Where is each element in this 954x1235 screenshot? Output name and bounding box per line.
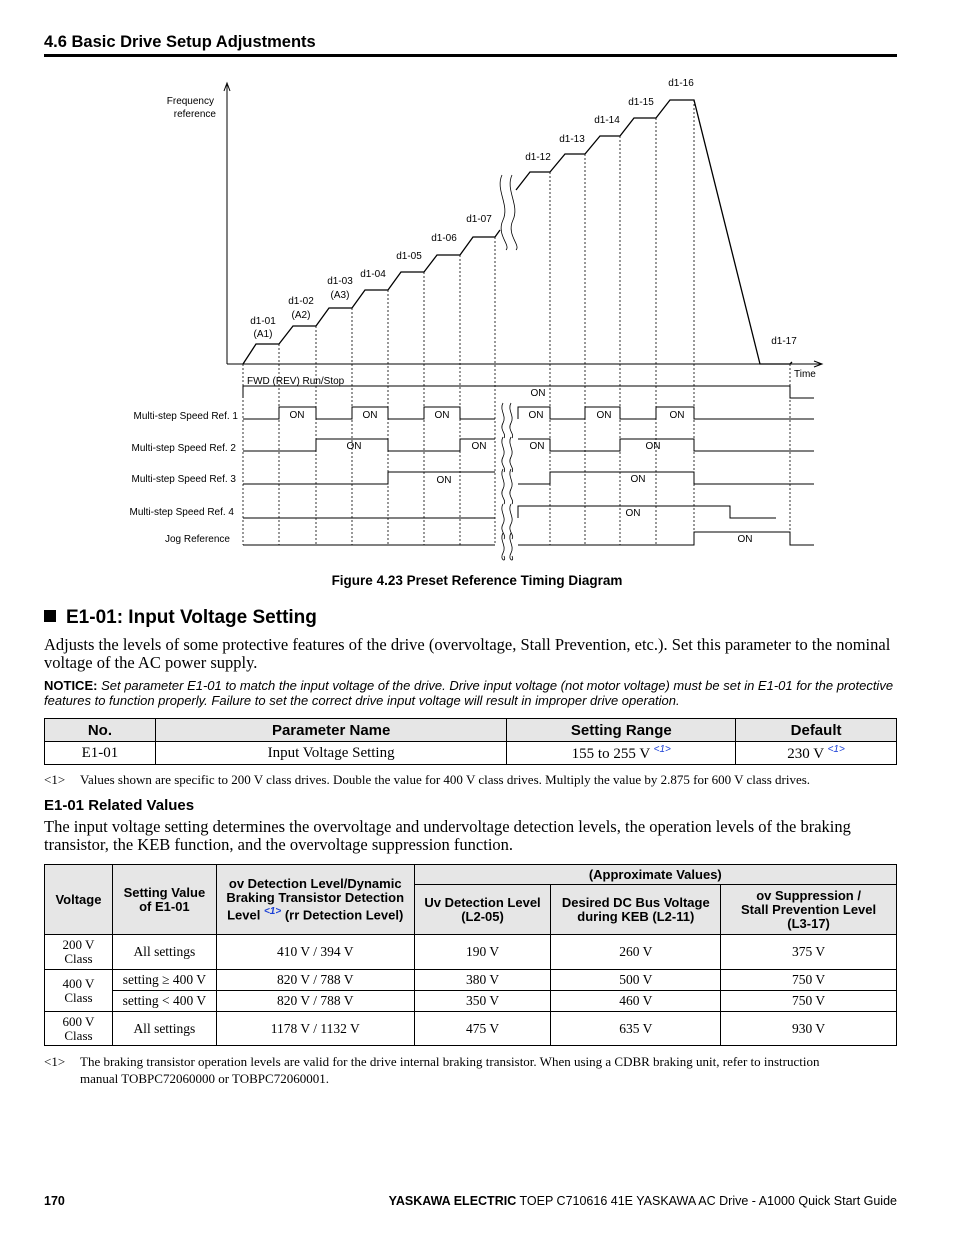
table-header: Default <box>736 719 897 742</box>
x-axis-label: Time <box>794 369 816 380</box>
frequency-profile-2 <box>516 100 792 364</box>
table-row <box>45 970 897 991</box>
step-label: d1-13 <box>559 134 585 145</box>
ovs-cell: 750 V <box>721 970 897 991</box>
keb-cell: 500 V <box>551 970 721 991</box>
setting-cell: setting < 400 V <box>112 991 216 1012</box>
step-label-alt: (A3) <box>330 290 350 301</box>
notice-text: Set parameter E1-01 to match the input voltage of the drive. Drive input voltage (not motor voltage) must be set in E1-01 for the protective features to function properly. Failure to set the correct drive input voltage will result in improper drive operation. <box>44 678 894 708</box>
related-values-table <box>44 864 897 1046</box>
table-header: No. <box>45 719 156 742</box>
step-label: d1-14 <box>594 115 620 126</box>
ovs-cell: 750 V <box>721 991 897 1012</box>
header-rule <box>44 54 897 57</box>
step-label: d1-06 <box>431 233 457 244</box>
pulse-on-label: ON <box>434 410 450 421</box>
notice-label: NOTICE: <box>44 678 98 693</box>
step-label: d1-15 <box>628 97 654 108</box>
run-signal <box>243 386 814 398</box>
step-label: d1-05 <box>396 251 422 262</box>
signal-label: Jog Reference <box>164 534 230 545</box>
related-description: The input voltage setting determines the overvoltage and undervoltage detection levels, the operation levels of the braking transistor, the KEB function, and the overvoltage suppression function. <box>44 817 851 854</box>
table-header: Desired DC Bus Voltage during KEB (L2-11) <box>551 885 721 935</box>
speed-ref-4-waveform-2 <box>518 506 776 518</box>
param-name: Input Voltage Setting <box>155 742 507 765</box>
param-range: 155 to 255 V <box>571 745 650 762</box>
table-header: Setting Value of E1-01 <box>112 865 216 935</box>
uv-cell: 190 V <box>414 935 551 970</box>
pulse-on-label: ON <box>362 410 378 421</box>
pulse-on-label: ON <box>669 410 685 421</box>
speed-ref-2-waveform <box>243 439 495 451</box>
uv-cell: 350 V <box>414 991 551 1012</box>
param-range-cell <box>507 742 736 765</box>
table-header: ov Suppression / Stall Prevention Level (L3-17) <box>721 885 897 935</box>
signal-break-marks <box>502 403 513 560</box>
footnote-ref-link[interactable]: <1> <box>263 905 282 917</box>
uv-cell: 475 V <box>414 1012 551 1046</box>
pulse-on-label: ON <box>528 410 544 421</box>
ov-cell: 410 V / 394 V <box>216 935 414 970</box>
speed-ref-3-waveform-2 <box>518 472 814 484</box>
signal-label: Multi-step Speed Ref. 3 <box>131 474 236 485</box>
footnote-ref-link[interactable]: <1> <box>827 743 845 755</box>
run-on-label: ON <box>530 388 546 399</box>
footnote-mark: <1> <box>44 772 66 787</box>
pulse-on-label: ON <box>625 508 641 519</box>
footnote-ref-link[interactable]: <1> <box>653 743 671 755</box>
step-label: d1-04 <box>360 269 386 280</box>
voltage-class: 400 V Class <box>45 970 113 1012</box>
step-label: d1-16 <box>668 78 694 89</box>
y-axis-label-2: reference <box>173 109 216 120</box>
voltage-class: 200 V Class <box>45 935 113 970</box>
table-row <box>45 742 897 765</box>
pulse-on-label: ON <box>645 441 661 452</box>
speed-ref-1-waveform-2 <box>518 407 814 419</box>
frequency-profile <box>243 230 500 364</box>
uv-cell: 380 V <box>414 970 551 991</box>
step-label-alt: (A2) <box>291 310 311 321</box>
table-header: (Approximate Values) <box>414 865 896 885</box>
jog-waveform-2 <box>518 532 814 545</box>
table-header: Voltage <box>45 865 113 935</box>
ov-cell: 1178 V / 1132 V <box>216 1012 414 1046</box>
pulse-on-label: ON <box>346 441 362 452</box>
step-label: d1-07 <box>466 214 492 225</box>
footer-doc: TOEP C710616 41E YASKAWA AC Drive - A1000 Quick Start Guide <box>519 1194 897 1208</box>
step-label: d1-02 <box>288 296 314 307</box>
ovs-cell: 930 V <box>721 1012 897 1046</box>
ov-cell: 820 V / 788 V <box>216 970 414 991</box>
pulse-on-label: ON <box>737 534 753 545</box>
footnote-text: The braking transistor operation levels are valid for the drive internal braking transistor. When using a CDBR braking unit, refer to instruction <box>80 1054 820 1069</box>
step-guides <box>243 100 790 545</box>
pulse-on-label: ON <box>289 410 305 421</box>
break-marks <box>500 175 517 250</box>
step-labels <box>250 78 797 347</box>
setting-cell: setting ≥ 400 V <box>112 970 216 991</box>
step-label: d1-12 <box>525 152 551 163</box>
page-number: 170 <box>44 1194 65 1208</box>
heading-bullet-icon <box>44 610 56 622</box>
pulse-on-label: ON <box>436 475 452 486</box>
setting-cell: All settings <box>112 935 216 970</box>
notice <box>44 678 900 708</box>
ovs-cell: 375 V <box>721 935 897 970</box>
figure-caption: Figure 4.23 Preset Reference Timing Diagram <box>331 573 623 588</box>
section-header: 4.6 Basic Drive Setup Adjustments <box>44 33 316 51</box>
param-default-cell <box>736 742 897 765</box>
table-row <box>45 1012 897 1046</box>
voltage-class: 600 V Class <box>45 1012 113 1046</box>
y-axis-label: Frequency <box>166 96 214 107</box>
setting-cell: All settings <box>112 1012 216 1046</box>
keb-cell: 260 V <box>551 935 721 970</box>
ov-cell: 820 V / 788 V <box>216 991 414 1012</box>
table-header: Uv Detection Level (L2-05) <box>414 885 551 935</box>
e101-heading <box>44 607 317 629</box>
table-header: Parameter Name <box>155 719 507 742</box>
speed-ref-3-waveform <box>243 472 495 484</box>
footnote-text: Values shown are specific to 200 V class drives. Double the value for 400 V class drives. Multiply the value by 2.875 for 600 V class drives. <box>80 772 811 787</box>
signal-label: Multi-step Speed Ref. 1 <box>133 411 238 422</box>
table-header: ov Detection Level/Dynamic Braking Transistor Detection Level $^{<1>}$ (rr Detection Level) <box>216 865 414 935</box>
signal-label: Multi-step Speed Ref. 4 <box>129 507 234 518</box>
timing-diagram <box>0 70 954 565</box>
table-row <box>45 991 897 1012</box>
keb-cell: 460 V <box>551 991 721 1012</box>
run-signal-label: FWD (REV) Run/Stop <box>247 376 345 387</box>
keb-cell: 635 V <box>551 1012 721 1046</box>
step-label: d1-17 <box>771 336 797 347</box>
pulse-on-label: ON <box>630 474 646 485</box>
signal-label: Multi-step Speed Ref. 2 <box>131 443 236 454</box>
e101-description: Adjusts the levels of some protective features of the drive (overvoltage, Stall Prevention, etc.). Set this parameter to the nominal voltage of the AC power supply. <box>44 635 891 672</box>
footer-title <box>389 1194 897 1208</box>
parameter-table <box>44 718 897 765</box>
footer-brand: YASKAWA ELECTRIC <box>388 1194 517 1208</box>
step-label-alt: (A1) <box>253 329 273 340</box>
related-heading: E1-01 Related Values <box>44 797 195 814</box>
pulse-on-label: ON <box>529 441 545 452</box>
step-label: d1-03 <box>327 276 353 287</box>
pulse-on-label: ON <box>596 410 612 421</box>
table-header: Setting Range <box>507 719 736 742</box>
footnote-text-2: manual TOBPC72060000 or TOBPC72060001. <box>80 1071 329 1086</box>
speed-ref-2-waveform-2 <box>518 439 814 451</box>
footnote-mark: <1> <box>44 1054 66 1069</box>
param-no: E1-01 <box>45 742 156 765</box>
pulse-on-label: ON <box>471 441 487 452</box>
e101-heading-text: E1-01: Input Voltage Setting <box>66 607 317 628</box>
param-default: 230 V <box>787 745 824 762</box>
table-row <box>45 935 897 970</box>
step-label: d1-01 <box>250 316 276 327</box>
